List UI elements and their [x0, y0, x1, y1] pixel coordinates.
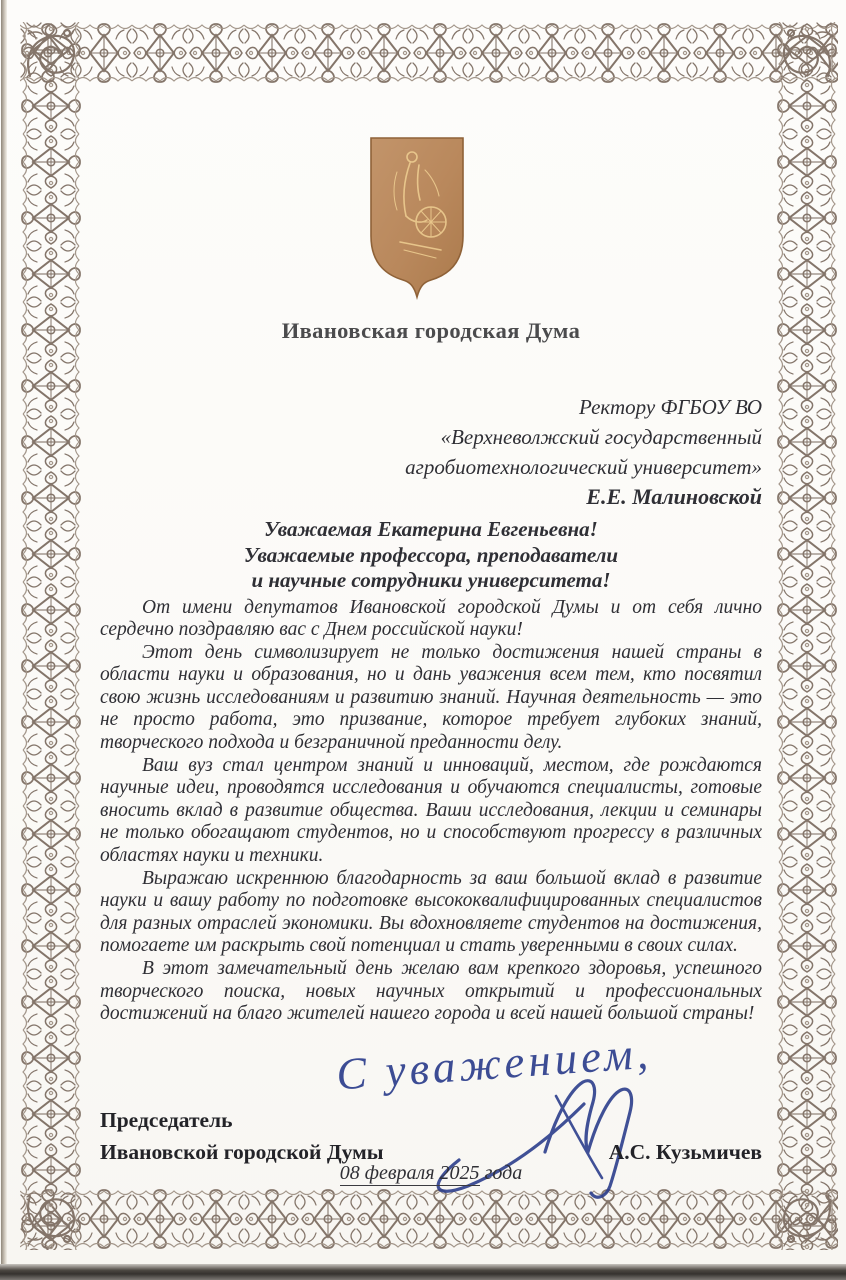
- paper-left-edge: [1, 0, 7, 1266]
- signer-title-line: Ивановской городской Думы: [100, 1140, 384, 1164]
- date-suffix: года: [479, 1162, 523, 1184]
- signer-title-line: Председатель: [100, 1108, 233, 1132]
- border-right: [776, 22, 838, 1250]
- organization-name: Ивановская городская Дума: [281, 318, 581, 343]
- signer-name: А.С. Кузьмичев: [608, 1140, 762, 1164]
- body-paragraph: От имени депутатов Ивановской городской Думы и от себя лично сердечно поздравляю вас с Днем российской науки!: [100, 596, 762, 641]
- coat-of-arms-ivanovo: [366, 136, 468, 300]
- border-top: [20, 22, 838, 84]
- recipient-name: Е.Е. Малиновской: [586, 484, 762, 509]
- border-bottom: [20, 1188, 838, 1250]
- body-paragraph: Ваш вуз стал центром знаний и инноваций, местом, где рождаются научные идеи, проводятся исследования и обучаются специалисты, готовые вносить вклад в развитие общества. Ваши исследования, лекции и семинары не только обогащают студентов, но и способствуют прогрессу в различных областях науки и техники.: [100, 754, 762, 867]
- recipient-block: [100, 392, 762, 512]
- recipient-line: «Верхневолжский государственный: [440, 425, 762, 449]
- letter-content: [100, 84, 762, 1026]
- photo-bottom-edge: [0, 1264, 846, 1280]
- body-paragraph: Этот день символизирует не только достижения нашей страны в области науки и образования, но и дань уважения всем тем, кто посвятил свою жизнь исследованиям и развитию знаний. Научная деятельность — это не просто работа, это призвание, которое требует глубоких знаний, творческого подхода и безграничной преданности делу.: [100, 641, 762, 754]
- salutation-line: Уважаемые профессора, преподаватели: [243, 542, 619, 567]
- border-left: [20, 22, 82, 1250]
- signer-title: [100, 1104, 384, 1168]
- body-paragraph: Выражаю искреннюю благодарность за ваш большой вклад в развитие науки и вашу работу по подготовке высококвалифицированных специалистов для разных отраслей экономики. Вы вдохновляете студентов на достижения, помогаете им раскрыть свой потенциал и стать уверенными в своих силах.: [100, 867, 762, 957]
- salutation-line: и научные сотрудники университета!: [251, 568, 611, 592]
- salutation-line: Уважаемая Екатерина Евгеньевна!: [264, 517, 598, 541]
- date-underlined: 08 февраля 2025: [339, 1162, 480, 1184]
- body-paragraph: В этот замечательный день желаю вам крепкого здоровья, успешного творческого поиска, новых научных открытий и профессиональных достижений на благо жителей нашего города и всей нашей большой страны!: [100, 958, 762, 1025]
- salutation-block: [100, 517, 762, 594]
- handwritten-closing: С уважением,: [334, 1027, 654, 1100]
- recipient-line: Ректору ФГБОУ ВО: [579, 395, 762, 419]
- recipient-line: агробиотехнологический университет»: [405, 455, 762, 479]
- signature-block: [100, 1104, 762, 1168]
- letter-date: [100, 1162, 762, 1185]
- letter-body: [100, 597, 762, 1026]
